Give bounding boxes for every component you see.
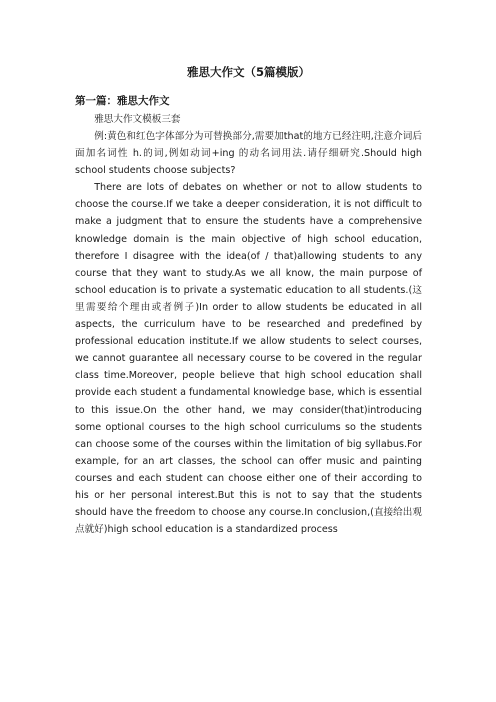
section-heading: 第一篇：雅思大作文: [75, 95, 170, 107]
essay-paragraph: There are lots of debates on whether or not to allow students to choose the course.If we take a deeper consideration, it is not difficult to make a judgment that to ensure the students have a comprehensive knowledge domain is the main objective of high school education, therefore I disagree with the idea(of / that)allowing students to any course that they want to study.As we all know, the main purpose of school education is to private a systematic education to all students.(这里需要给个理由或者例子)In order to allow students be educated in all aspects, the curriculum have to be researched and predefined by professional education institute.If we allow students to select courses, we cannot guarantee all necessary course to be covered in the regular class time.Moreover, people believe that high school education shall provide each student a fundamental knowledge base, which is essential to this issue.On the other hand, we may consider(that)introducing some optional courses to the high school curriculums so the students can choose some of the courses within the limitation of big syllabus.For example, for an art classes, the school can offer music and painting courses and each student can choose either one of their according to his or her personal interest.But this is not to say that the students should have the freedom to choose any course.In conclusion,(直接给出观点就好)high school education is a standardized process: [75, 182, 422, 536]
document-page: [75, 64, 422, 538]
document-title: 雅思大作文（5篇模版）: [186, 65, 310, 79]
section-subtitle: 雅思大作文模板三套: [94, 114, 181, 125]
instruction-paragraph: 例:黄色和红色字体部分为可替换部分,需要加that的地方已经注明,注意介词后面加名词性 h.的词,例如动词+ing 的动名词用法.请仔细研究.Should high school students choose subjects?: [75, 131, 422, 177]
